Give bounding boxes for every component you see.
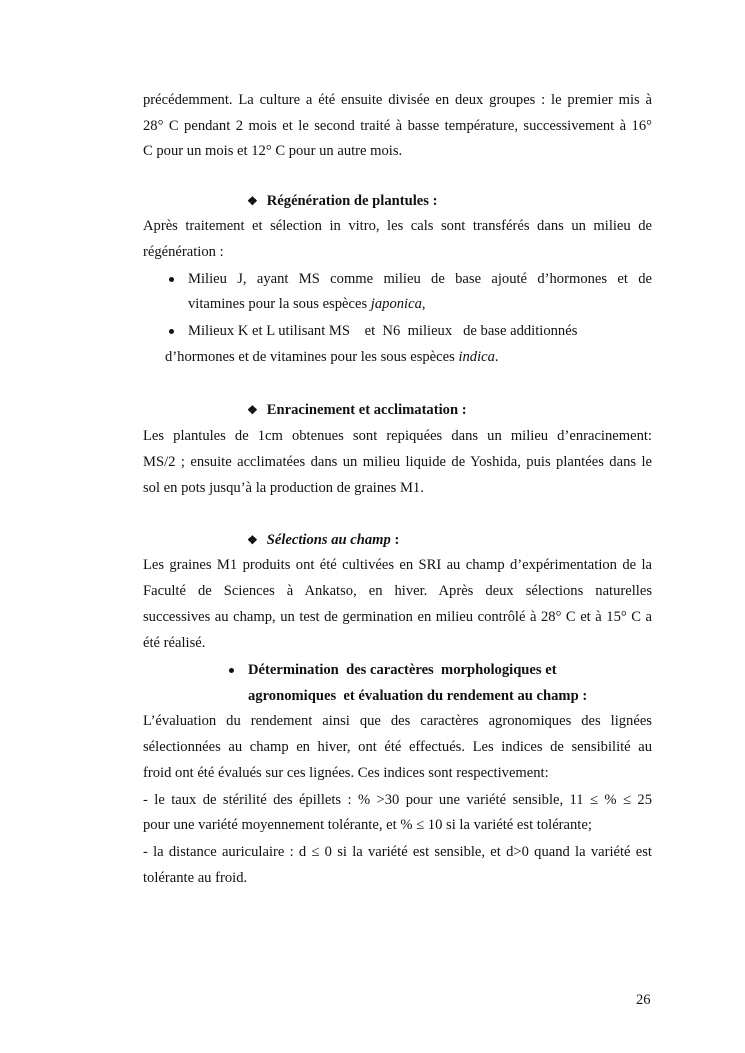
bullet-line — [188, 270, 652, 288]
punct: , — [421, 296, 426, 312]
text-line: successives au champ, un test de germination en milieu contrôlé à 28° C et à 15° C a — [143, 609, 652, 625]
section-heading: agronomiques et évaluation du rendement au champ : — [248, 688, 588, 704]
bullet-text: d’hormones et de vitamines pour les sous espèces — [165, 349, 459, 365]
text-line: C pour un mois et 12° C pour un autre mois. — [143, 143, 403, 159]
section-heading — [248, 661, 557, 679]
punct: . — [494, 349, 499, 365]
text-line: précédemment. La culture a été ensuite divisée en deux groupes : le premier mis à — [143, 92, 652, 108]
diamond-bullet-icon: ❖ — [247, 194, 258, 208]
text-line: 28° C pendant 2 mois et le second traité à basse température, successivement à 16° — [143, 118, 652, 134]
text-line: tolérante au froid. — [143, 870, 248, 886]
heading-text: Détermination des caractères morphologiques et — [248, 662, 557, 678]
text-line: L’évaluation du rendement ainsi que des caractères agronomiques des lignées — [143, 713, 652, 729]
page-number: 26 — [636, 992, 651, 1008]
text-line: pour une variété moyennement tolérante, et % ≤ 10 si la variété est tolérante; — [143, 817, 592, 833]
text-line: Faculté de Sciences à Ankatso, en hiver. Après deux sélections naturelles — [143, 583, 652, 599]
heading-text: Régénération de plantules : — [266, 193, 438, 209]
bullet-icon — [169, 277, 174, 282]
text-line: régénération : — [143, 244, 224, 260]
text-line: été réalisé. — [143, 635, 206, 651]
bullet-icon — [169, 329, 174, 334]
section-heading — [247, 192, 437, 210]
text-line: - la distance auriculaire : d ≤ 0 si la variété est sensible, et d>0 quand la variété est — [143, 844, 652, 860]
text-line: sélectionnées au champ en hiver, ont été effectués. Les indices de sensibilité au — [143, 739, 652, 755]
bullet-icon — [229, 668, 234, 673]
bullet-text: Milieux K et L utilisant MS et N6 milieux de base additionnés — [188, 323, 578, 339]
species-name: indica — [458, 349, 495, 365]
diamond-bullet-icon: ❖ — [247, 533, 258, 547]
heading-text: Enracinement et acclimatation : — [266, 402, 467, 418]
text-line: froid ont été évalués sur ces lignées. Ces indices sont respectivement: — [143, 765, 549, 781]
text-line: Les graines M1 produits ont été cultivées en SRI au champ d’expérimentation de la — [143, 557, 652, 573]
text-line: Après traitement et sélection in vitro, les cals sont transférés dans un milieu de — [143, 218, 652, 234]
section-heading — [247, 531, 399, 549]
diamond-bullet-icon: ❖ — [247, 403, 258, 417]
text-line: sol en pots jusqu’à la production de graines M1. — [143, 480, 424, 496]
bullet-text: vitamines pour la sous espèces — [188, 296, 371, 312]
bullet-line — [165, 348, 674, 366]
section-heading — [247, 401, 467, 419]
heading-colon: : — [390, 532, 400, 548]
heading-text: Sélections au champ — [266, 532, 391, 548]
bullet-line — [188, 322, 697, 340]
text-line: Les plantules de 1cm obtenues sont repiquées dans un milieu d’enracinement: — [143, 428, 652, 444]
bullet-text: Milieu J, ayant MS comme milieu de base ajouté d’hormones et de — [188, 271, 652, 287]
text-line: - le taux de stérilité des épillets : % >30 pour une variété sensible, 11 ≤ % ≤ 25 — [143, 792, 652, 808]
bullet-line — [188, 295, 697, 313]
text-line: MS/2 ; ensuite acclimatées dans un milieu liquide de Yoshida, puis plantées dans le — [143, 454, 652, 470]
species-name: japonica — [370, 296, 422, 312]
